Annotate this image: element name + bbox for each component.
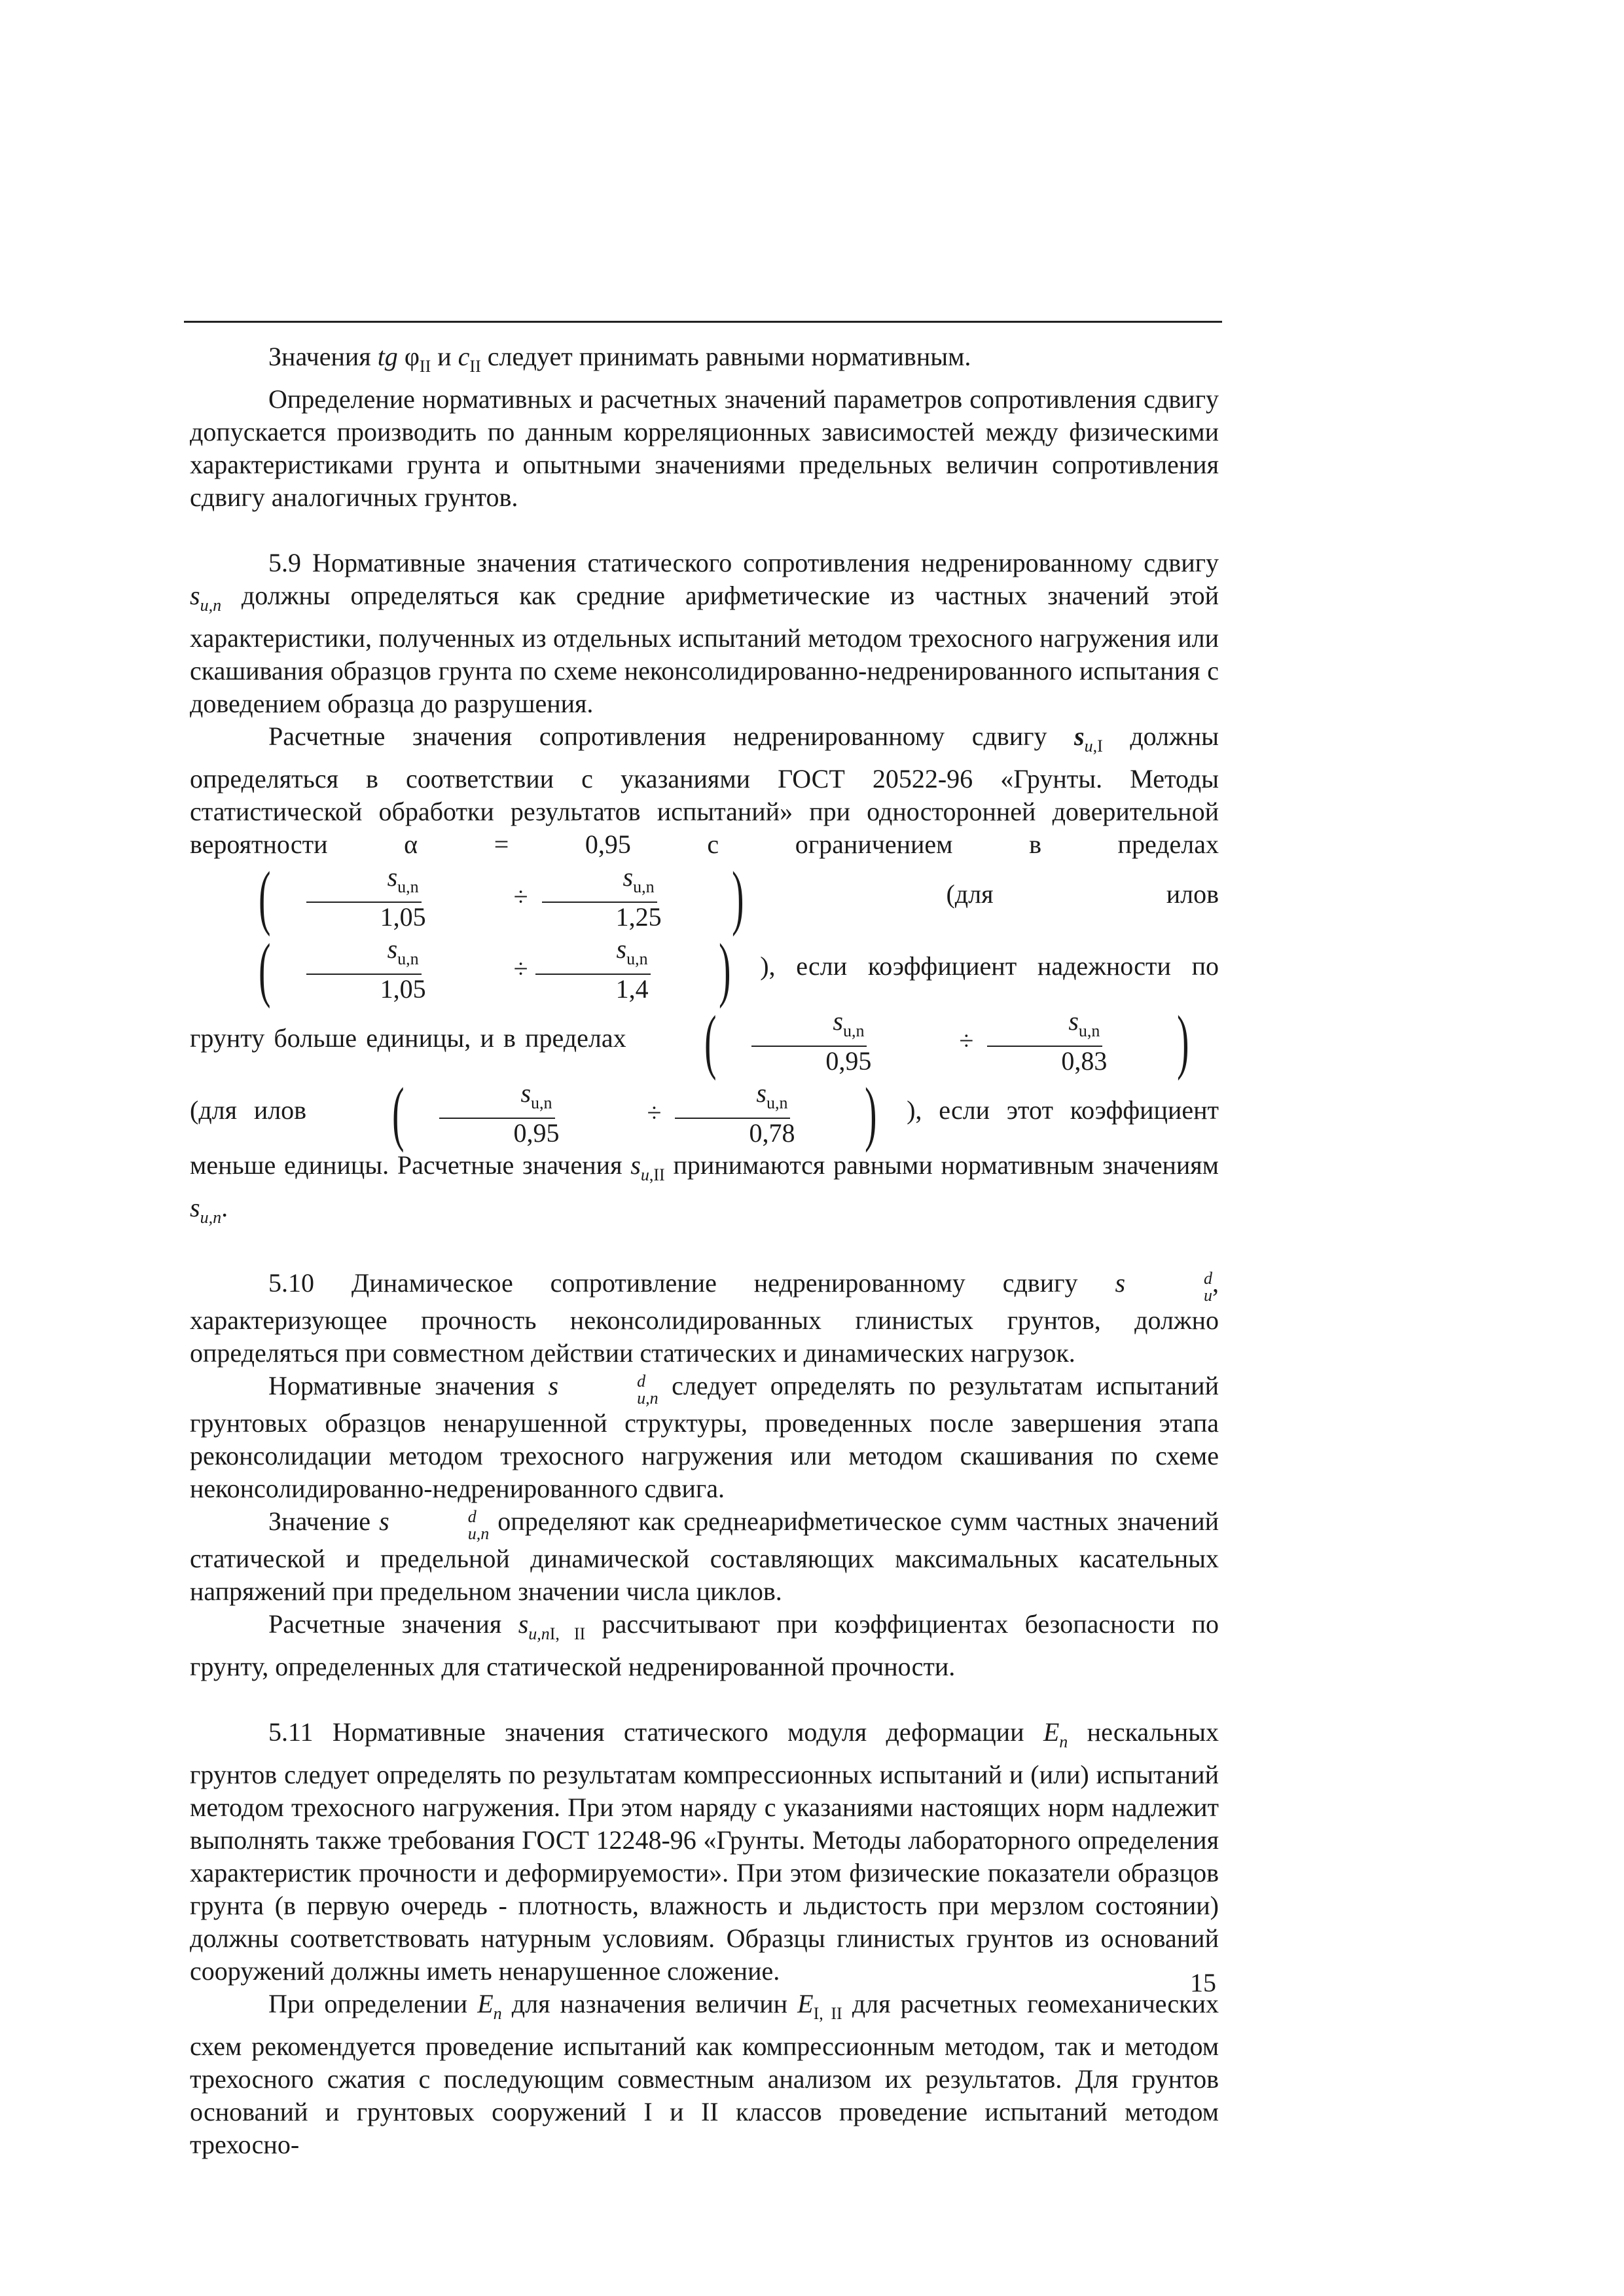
fraction-range-3: ( $\frac{s_{u,n}}{0,95}$ ÷ $\frac{s_{u,n}}{0,83}$ )	[704, 1001, 1189, 1081]
paragraph-values-tg: Значения tg $\varphi_{II}$ и $c_{II}$ следует принимать равными нормативным.	[268, 342, 971, 376]
paragraph-value-dynamic: Значение s d u,n определяют как среднеарифметическое сумм частных значений статической и предельной динамической составляющих максимальных касательных напряжений при предельном значении числа циклов.	[190, 1506, 1219, 1606]
fraction-range-1: ( $\frac{s_{u,n}}{1,05}$ ÷ $\frac{s_{u,n}}{1,25}$ )	[259, 857, 744, 937]
paragraph-normative-dynamic: Нормативные значения s d u,n следует определять по результатам испытаний грунтовых образцов ненарушенной структуры, проведенных после завершения этапа реконсолидации методом трехосного нагружения или методом скашивания по схеме неконсолидированно-недренированного сдвига.	[190, 1371, 1219, 1503]
page-number: 15	[1190, 1968, 1216, 1997]
fraction-range-2: ( $\frac{s_{u,n}}{1,05}$ ÷ $\frac{s_{u,n}}{1,4}$ )	[259, 929, 731, 1009]
document-body	[190, 340, 1219, 2161]
paragraph-5-9: 5.9 Нормативные значения статического сопротивления недренированному сдвигу $s_{u,n}$ должны определяться как средние арифметические из частных значений этой характеристики, полученных из отдельных испытаний методом трехосного нагружения или скашивания образцов грунта по схеме неконсолидированно-недренированного испытания с доведением образца до разрушения.	[190, 548, 1219, 718]
paragraph-design-values: Расчетные значения сопротивления недренированному сдвигу $s_{u,I}$ должны определяться в соответствии с указаниями ГОСТ 20522-96 «Грунты. Методы статистической обработки результатов испытаний» при односторонней доверительной вероятности α = 0,95 с ограничением в пределах ( $\frac{s_{u,n}}{1,05}$ ÷ $\frac{s_{u,n}}{1,25}$ ) (для илов ( $\frac{s_{u,n}}{1,05}$ ÷ $\frac{s_{u,n}}{1,4}$ ) ), если коэффициент надежности по грунту больше единицы, и в пределах ( $\frac{s_{u,n}}{0,95}$ ÷ $\frac{s_{u,n}}{0,83}$ ) (для илов ( $\frac{s_{u,n}}{0,95}$ ÷ $\frac{s_{u,n}}{0,78}$ ) ), если этот коэффициент меньше единицы. Расчетные значения $s_{u,II}$ принимаются равными нормативным значениям $s_{u,n}$.	[190, 721, 1219, 1227]
paragraph-5-10: 5.10 Динамическое сопротивление недренированному сдвигу s d u , характеризующее прочность неконсолидированных глинистых грунтов, должно определяться при совместном действии статических и динамических нагрузок.	[190, 1268, 1219, 1368]
paragraph-correlation: Определение нормативных и расчетных значений параметров сопротивления сдвигу допускается производить по данным корреляционных зависимостей между физическими характеристиками грунта и опытными значениями предельных величин сопротивления сдвигу аналогичных грунтов.	[190, 384, 1219, 512]
paragraph-5-11: 5.11 Нормативные значения статического модуля деформации $E_n$ нескальных грунтов следует определять по результатам компрессионных испытаний и (или) испытаний методом трехосного нагружения. При этом наряду с указаниями настоящих норм надлежит выполнять также требования ГОСТ 12248-96 «Грунты. Методы лабораторного определения характеристик прочности и деформируемости». При этом физические показатели образцов грунта (в первую очередь - плотность, влажность и льдистость при мерзлом состоянии) должны соответствовать натурным условиям. Образцы глинистых грунтов из оснований сооружений должны иметь ненарушенное сложение.	[190, 1717, 1219, 1986]
paragraph-design-dynamic: Расчетные значения $s_{u,nI, II}$ рассчитывают при коэффициентах безопасности по грунту, определенных для статической недренированной прочности.	[190, 1609, 1219, 1681]
fraction-range-4: ( $\frac{s_{u,n}}{0,95}$ ÷ $\frac{s_{u,n}}{0,78}$ )	[392, 1073, 877, 1153]
header-rule	[184, 321, 1222, 323]
paragraph-determination-en: При определении $E_n$ для назначения величин $E_{I, II}$ для расчетных геомеханических схем рекомендуется проведение испытаний как компрессионным методом, так и методом трехосного сжатия с последующим совместным анализом их результатов. Для грунтов оснований и грунтовых сооружений I и II классов проведение испытаний методом трехосно-	[190, 1989, 1219, 2159]
